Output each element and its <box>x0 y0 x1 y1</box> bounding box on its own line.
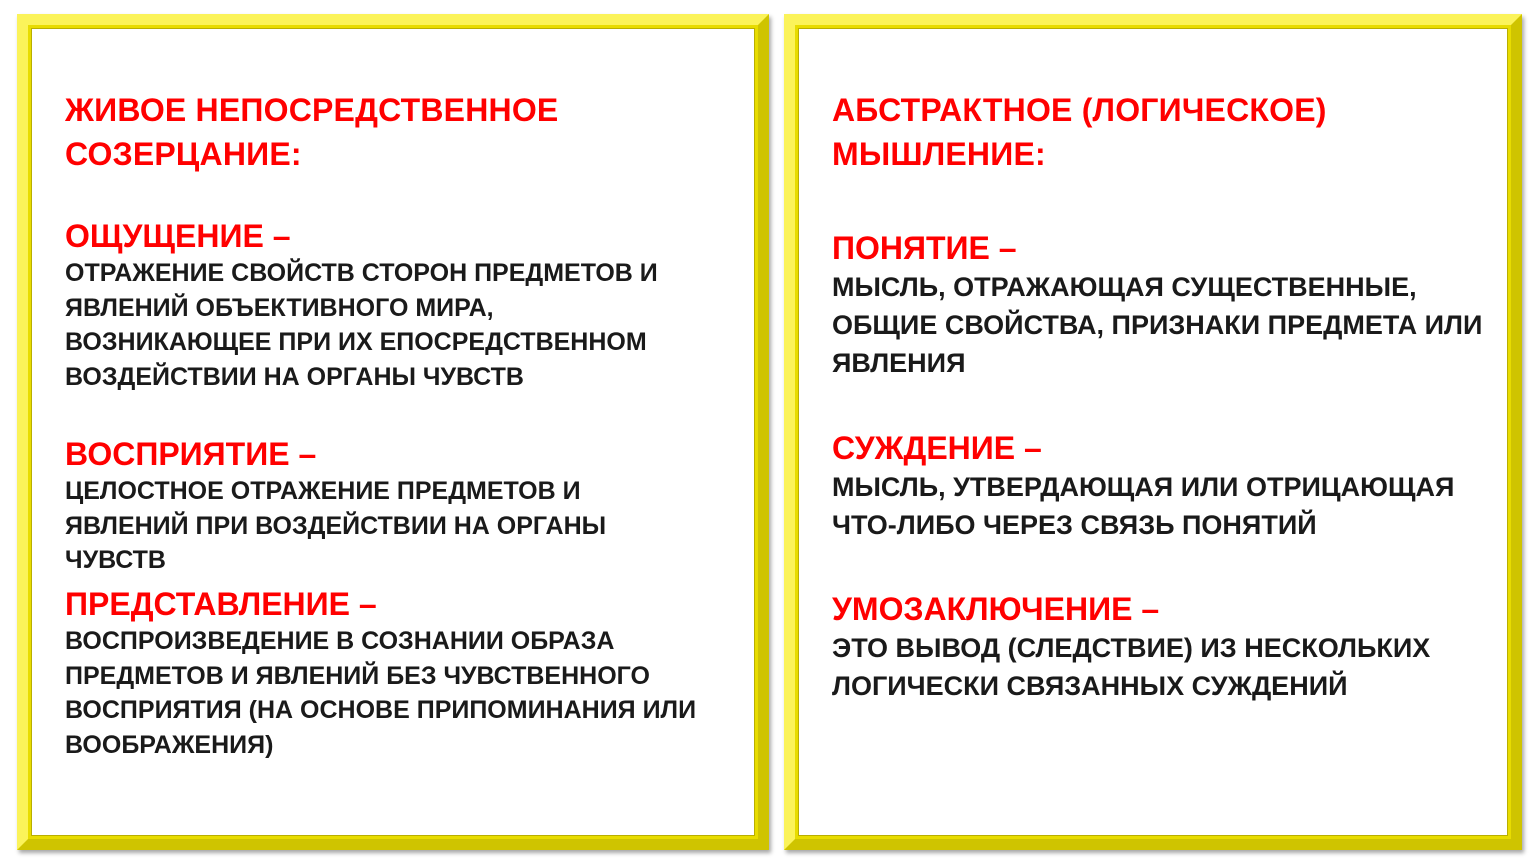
sensation-definition: ОТРАЖЕНИЕ СВОЙСТВ СТОРОН ПРЕДМЕТОВ И ЯВЛЕНИЙ ОБЪЕКТИВНОГО МИРА, ВОЗНИКАЮЩЕЕ ПРИ ИХ ЕПОСРЕДСТВЕННОМ ВОЗДЕЙСТВИИ НА ОРГАНЫ ЧУВСТВ <box>65 259 658 391</box>
inference-definition: ЭТО ВЫВОД (СЛЕДСТВИЕ) ИЗ НЕСКОЛЬКИХ ЛОГИЧЕСКИ СВЯЗАННЫХ СУЖДЕНИЙ <box>832 633 1431 701</box>
concept-block <box>832 228 1488 382</box>
sensory-title-block <box>65 88 735 176</box>
sensation-term: ОЩУЩЕНИЕ – <box>65 218 291 254</box>
judgment-block <box>832 428 1488 544</box>
representation-term: ПРЕДСТАВЛЕНИЕ – <box>65 586 377 622</box>
abstract-title: АБСТРАКТНОЕ (ЛОГИЧЕСКОЕ) МЫШЛЕНИЕ: <box>832 92 1327 172</box>
sensation-block <box>65 216 735 394</box>
perception-block <box>65 434 735 578</box>
inference-block <box>832 589 1488 705</box>
sensory-cognition-panel <box>17 14 769 850</box>
perception-definition: ЦЕЛОСТНОЕ ОТРАЖЕНИЕ ПРЕДМЕТОВ И ЯВЛЕНИЙ ПРИ ВОЗДЕЙСТВИИ НА ОРГАНЫ ЧУВСТВ <box>65 477 607 574</box>
perception-term: ВОСПРИЯТИЕ – <box>65 436 317 472</box>
concept-definition: МЫСЛЬ, ОТРАЖАЮЩАЯ СУЩЕСТВЕННЫЕ, ОБЩИЕ СВОЙСТВА, ПРИЗНАКИ ПРЕДМЕТА ИЛИ ЯВЛЕНИЯ <box>832 272 1483 378</box>
representation-definition: ВОСПРОИЗВЕДЕНИЕ В СОЗНАНИИ ОБРАЗА ПРЕДМЕТОВ И ЯВЛЕНИЙ БЕЗ ЧУВСТВЕННОГО ВОСПРИЯТИЯ (НА ОСНОВЕ ПРИПОМИНАНИЯ ИЛИ ВООБРАЖЕНИЯ) <box>65 627 697 759</box>
sensory-title: ЖИВОЕ НЕПОСРЕДСТВЕННОЕ СОЗЕРЦАНИЕ: <box>65 92 559 172</box>
inference-term: УМОЗАКЛЮЧЕНИЕ – <box>832 591 1160 627</box>
concept-term: ПОНЯТИЕ – <box>832 230 1017 266</box>
representation-block <box>65 584 735 762</box>
judgment-term: СУЖДЕНИЕ – <box>832 430 1042 466</box>
judgment-definition: МЫСЛЬ, УТВЕРДАЮЩАЯ ИЛИ ОТРИЦАЮЩАЯ ЧТО-ЛИБО ЧЕРЕЗ СВЯЗЬ ПОНЯТИЙ <box>832 472 1455 540</box>
abstract-title-block <box>832 88 1488 176</box>
abstract-thinking-panel <box>784 14 1522 850</box>
